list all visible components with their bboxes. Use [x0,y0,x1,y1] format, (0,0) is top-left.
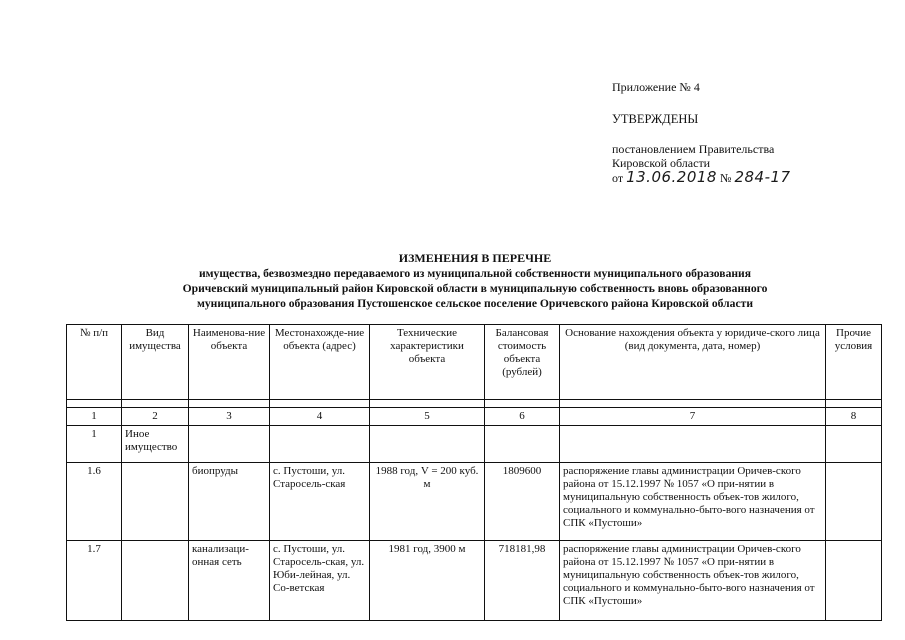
table-row [67,426,882,463]
column-number: 8 [826,408,882,426]
annex-label: Приложение № 4 [612,80,700,94]
object-name [189,426,270,463]
row-number: 1.6 [67,463,122,541]
property-kind [122,463,189,541]
object-name: биопруды [189,463,270,541]
object-tech: 1988 год, V = 200 куб. м [370,463,485,541]
handwritten-number: 284-17 [734,168,791,186]
title-line-2: Оричевский муниципальный район Кировской области в муниципальную собственность вновь образованного [182,282,768,295]
object-address [270,426,370,463]
header-cell: Вид имущества [122,325,189,400]
header-cell: № п/п [67,325,122,400]
object-other [826,541,882,621]
title-line-1: имущества, безвозмездно передаваемого из муниципальной собственности муниципального образования [198,267,752,280]
object-address: с. Пустоши, ул. Старосель-ская, ул. Юби-лейная, ул. Со-ветская [270,541,370,621]
decree-line-2: Кировской области [612,156,711,170]
table-row [67,463,882,541]
row-number: 1.7 [67,541,122,621]
decree-line-1: постановлением Правительства [612,142,775,156]
row-number: 1 [67,426,122,463]
column-number: 2 [122,408,189,426]
object-tech: 1981 год, 3900 м [370,541,485,621]
document-title [120,251,830,311]
object-other [826,426,882,463]
decree-date-row [612,170,882,185]
object-basis: распоряжение главы администрации Оричев-ского района от 15.12.1997 № 1057 «О при-нятии в муниципальную собственность объек-тов жилого, социального и коммунально-быто-вого назначения от СПК «Пустоши» [560,463,826,541]
object-address: с. Пустоши, ул. Старосель-ская [270,463,370,541]
header-cell: Технические характеристики объекта [370,325,485,400]
title-heading: ИЗМЕНЕНИЯ В ПЕРЕЧНЕ [398,251,552,265]
column-number: 7 [560,408,826,426]
property-kind: Иное имущество [122,426,189,463]
table-spacer-row [67,400,882,408]
column-number: 4 [270,408,370,426]
object-basis [560,426,826,463]
table-header-row [67,325,882,400]
object-cost: 1809600 [485,463,560,541]
column-number: 3 [189,408,270,426]
object-name: канализаци-онная сеть [189,541,270,621]
column-number-row [67,408,882,426]
object-tech [370,426,485,463]
header-cell: Балансовая стоимость объекта (рублей) [485,325,560,400]
table-row [67,541,882,621]
header-cell: Прочие условия [826,325,882,400]
approved-label: УТВЕРЖДЕНЫ [612,112,699,126]
object-cost [485,426,560,463]
property-kind [122,541,189,621]
column-number: 6 [485,408,560,426]
approval-block [612,80,882,185]
header-cell: Основание нахождения объекта у юридиче-ского лица (вид документа, дата, номер) [560,325,826,400]
header-cell: Наименова-ние объекта [189,325,270,400]
object-basis: распоряжение главы администрации Оричев-ского района от 15.12.1997 № 1057 «О при-нятии в муниципальную собственность объек-тов жилого, социального и коммунально-быто-вого назначения от СПК «Пустоши» [560,541,826,621]
handwritten-date: 13.06.2018 [626,168,717,186]
date-prefix: от [612,171,624,185]
column-number: 1 [67,408,122,426]
property-table [66,324,882,621]
column-number: 5 [370,408,485,426]
object-other [826,463,882,541]
object-cost: 718181,98 [485,541,560,621]
title-line-3: муниципального образования Пустошенское сельское поселение Оричевского района Кировской области [196,297,753,310]
header-cell: Местонахожде-ние объекта (адрес) [270,325,370,400]
number-prefix: № [719,171,732,185]
